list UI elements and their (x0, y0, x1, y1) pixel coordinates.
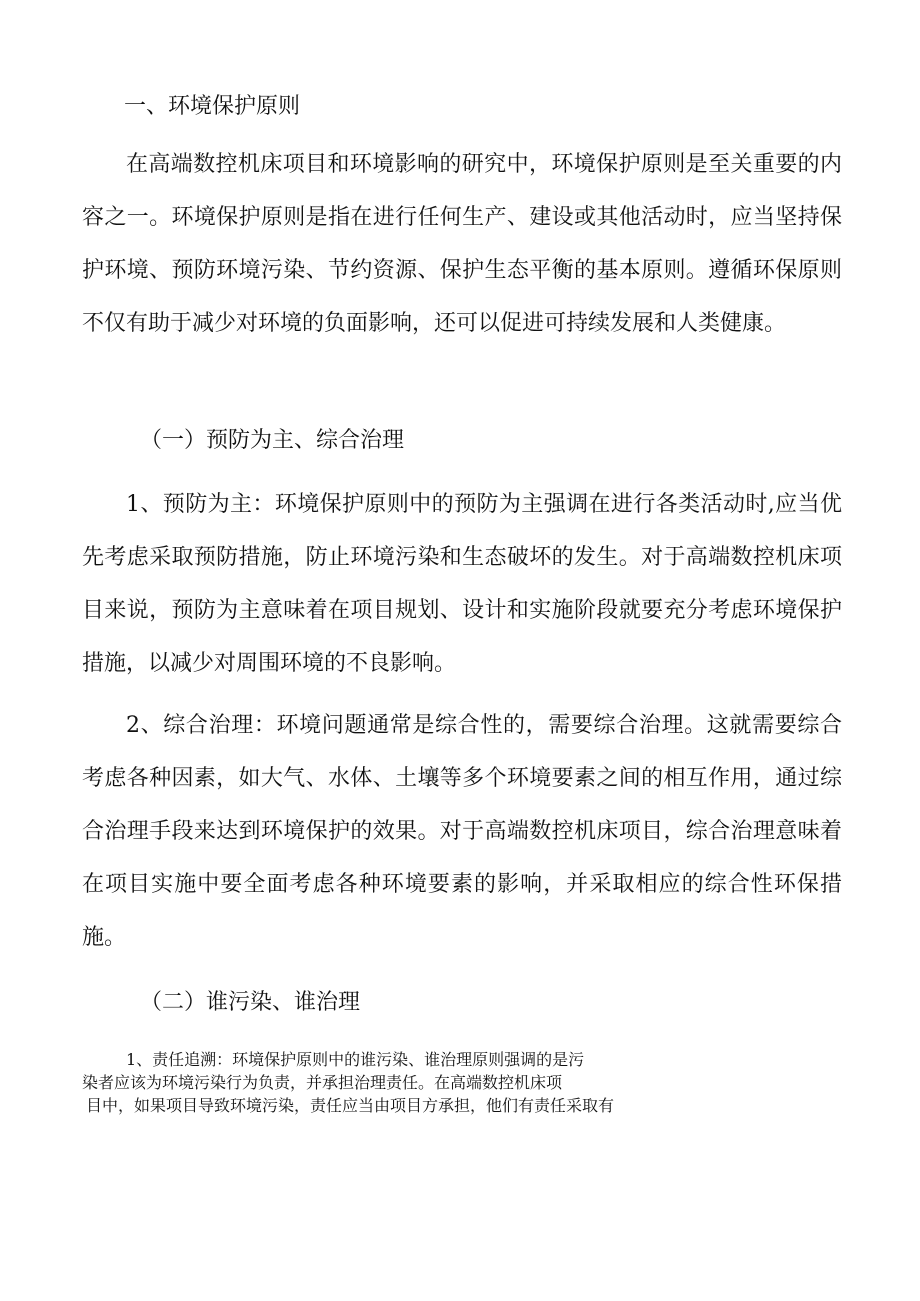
responsibility-line-2: 染者应该为环境污染行为负责，并承担治理责任。在高端数控机床项 (82, 1073, 563, 1092)
intro-text: 在高端数控机床项目和环境影响的研究中，环境保护原则是至关重要的内容之一。环境保护原则是指在进行任何生产、建设或其他活动时，应当坚持保护环境、预防环境污染、节约资源、保护生态平衡的基本原则。遵循环保原则不仅有助于减少对环境的负面影响，还可以促进可持续发展和人类健康。 (82, 152, 842, 336)
intro-paragraph (82, 138, 842, 350)
integrated-treatment-text: 2、综合治理：环境问题通常是综合性的，需要综合治理。这就需要综合考虑各种因素，如大气、水体、土壤等多个环境要素之间的相互作用，通过综合治理手段来达到环境保护的效果。对于高端数控机床项目，综合治理意味着在项目实施中要全面考虑各种环境要素的影响，并采取相应的综合性环保措施。 (82, 713, 842, 950)
subsection-heading-prevention: （一）预防为主、综合治理 (140, 428, 405, 453)
subsection-heading-polluter-pays: （二）谁污染、谁治理 (140, 990, 361, 1015)
section-heading: 一、环境保护原则 (124, 94, 301, 119)
responsibility-line-1: 1、责任追溯：环境保护原则中的谁污染、谁治理原则强调的是污 (126, 1050, 585, 1069)
prevention-text: 1、预防为主：环境保护原则中的预防为主强调在进行各类活动时,应当优先考虑采取预防措施，防止环境污染和生态破坏的发生。对于高端数控机床项目来说，预防为主意味着在项目规划、设计和实施阶段就要充分考虑环境保护措施，以减少对周围环境的不良影响。 (82, 492, 842, 676)
integrated-treatment-paragraph (82, 699, 842, 964)
prevention-paragraph (82, 478, 842, 690)
responsibility-line-3: 目中，如果项目导致环境污染，责任应当由项目方承担，他们有责任采取有 (86, 1096, 615, 1115)
responsibility-paragraph (82, 1047, 842, 1116)
